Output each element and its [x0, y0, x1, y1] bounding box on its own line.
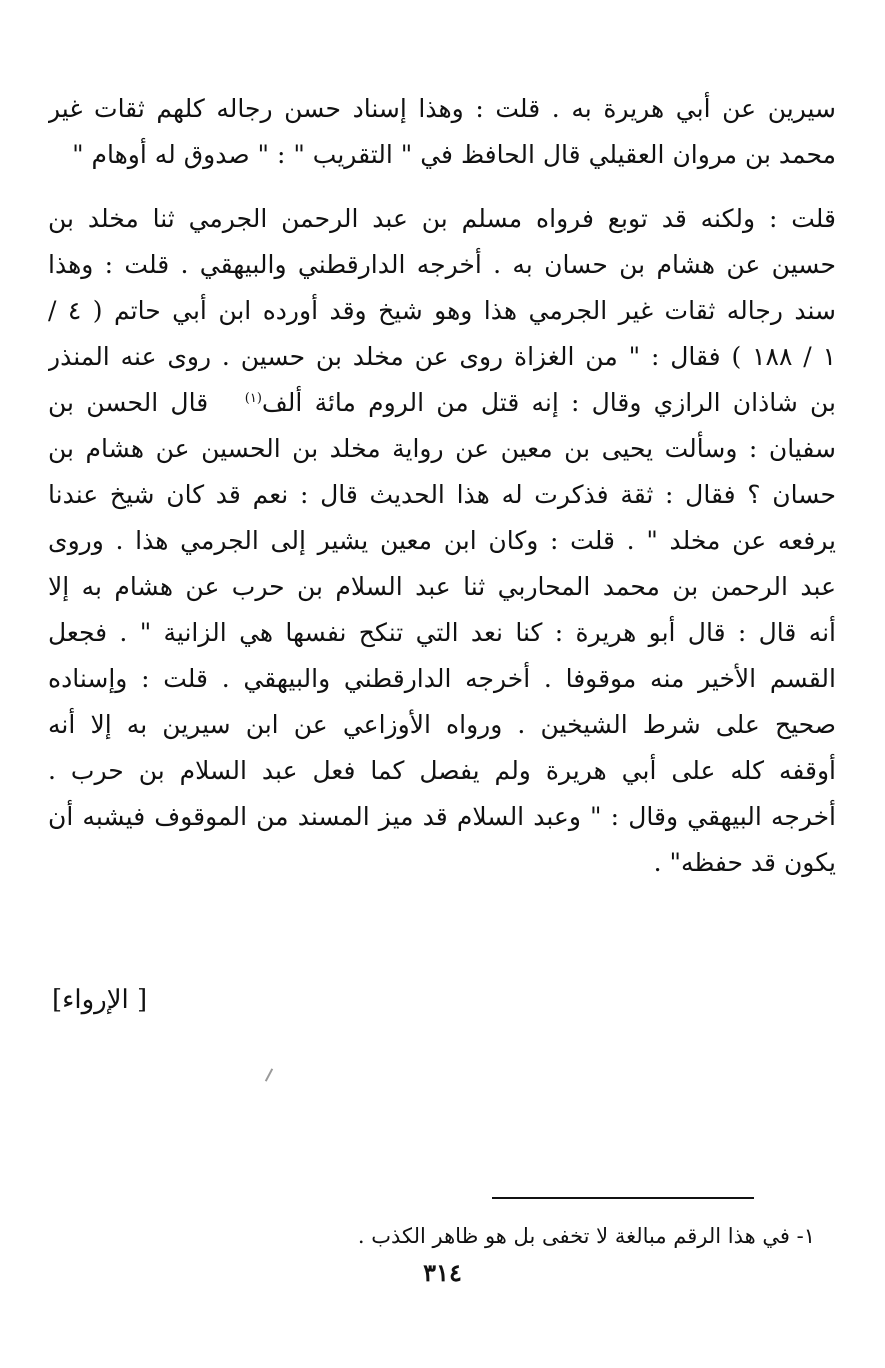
- text-segment: بن شاذان الرازي وقال : إنه قتل من الروم مائة ألف: [261, 388, 836, 417]
- text-line: صحيح على شرط الشيخين . ورواه الأوزاعي عن ابن سيرين به إلا أنه: [48, 710, 836, 739]
- source-tag: [ الإرواء]: [52, 985, 148, 1015]
- footnote-reference: (١): [244, 391, 262, 406]
- text-line-with-footnote: [48, 380, 836, 426]
- paragraph-2: [48, 196, 836, 886]
- text-line: سند رجاله ثقات غير الجرمي هذا وهو شيخ وقد أورده ابن أبي حاتم ( ٤ /: [48, 296, 836, 325]
- text-line: محمد بن مروان العقيلي قال الحافظ في " التقريب " : " صدوق له أوهام ": [72, 140, 836, 169]
- paragraph-1: [48, 86, 836, 178]
- scan-artifact: [265, 1068, 273, 1081]
- text-line: أوقفه كله على أبي هريرة ولم يفصل كما فعل عبد السلام بن حرب .: [48, 756, 836, 785]
- text-line: أنه قال : قال أبو هريرة : كنا نعد التي تنكح نفسها هي الزانية " . فجعل: [48, 618, 836, 647]
- footnote-text: ١- في هذا الرقم مبالغة لا تخفى بل هو ظاهر الكذب .: [357, 1224, 815, 1248]
- text-line: سيرين عن أبي هريرة به . قلت : وهذا إسناد حسن رجاله كلهم ثقات غير: [48, 94, 836, 123]
- text-line: قلت : ولكنه قد توبع فرواه مسلم بن عبد الرحمن الجرمي ثنا مخلد بن: [48, 204, 836, 233]
- text-line: حسان ؟ فقال : ثقة فذكرت له هذا الحديث قال : نعم قد كان شيخ عندنا: [48, 480, 836, 509]
- footnote-divider: [492, 1197, 754, 1199]
- text-segment: قال الحسن بن: [48, 388, 209, 417]
- text-line: حسين عن هشام بن حسان به . أخرجه الدارقطني والبيهقي . قلت : وهذا: [48, 250, 836, 279]
- text-line: ١ / ١٨٨ ) فقال : " من الغزاة روى عن مخلد بن حسين . روى عنه المنذر: [48, 342, 836, 371]
- text-line: القسم الأخير منه موقوفا . أخرجه الدارقطني والبيهقي . قلت : وإسناده: [48, 664, 836, 693]
- text-line: يرفعه عن مخلد " . قلت : وكان ابن معين يشير إلى الجرمي هذا . وروى: [48, 526, 836, 555]
- text-line: سفيان : وسألت يحيى بن معين عن رواية مخلد بن الحسين عن هشام بن: [48, 434, 836, 463]
- page-number: ٣١٤: [423, 1258, 462, 1287]
- text-line: يكون قد حفظه" .: [653, 848, 836, 877]
- text-line: أخرجه البيهقي وقال : " وعبد السلام قد ميز المسند من الموقوف فيشبه أن: [48, 802, 836, 831]
- text-line: عبد الرحمن بن محمد المحاربي ثنا عبد السلام بن حرب عن هشام به إلا: [48, 572, 836, 601]
